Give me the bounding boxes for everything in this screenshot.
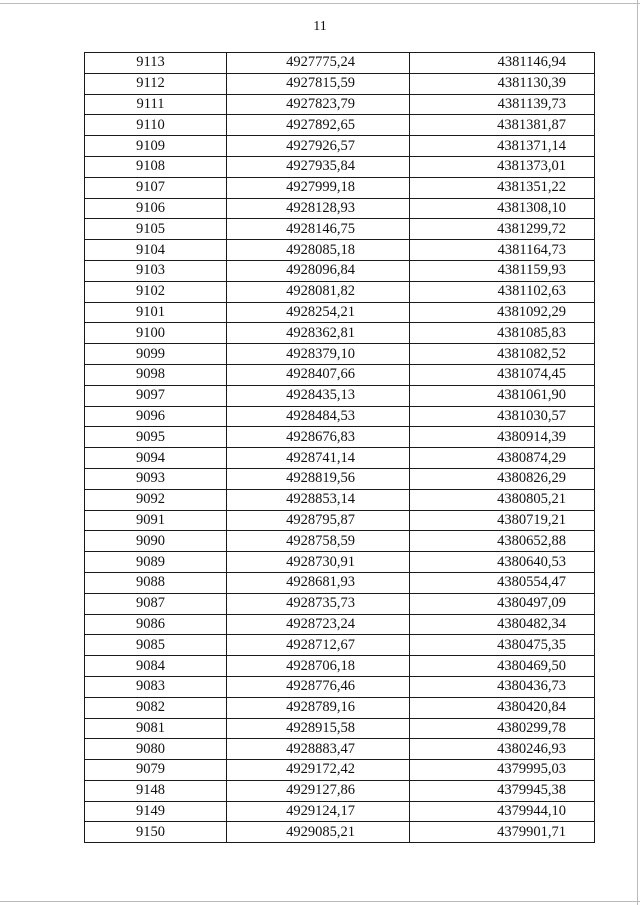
point-number-cell: 9102 xyxy=(85,281,227,302)
x-coordinate-cell: 4929172,42 xyxy=(227,760,410,781)
table-row xyxy=(85,697,595,718)
y-coordinate-cell: 4381164,73 xyxy=(410,240,595,261)
point-number-cell: 9101 xyxy=(85,302,227,323)
table-row xyxy=(85,656,595,677)
y-coordinate-cell: 4380497,09 xyxy=(410,593,595,614)
point-number-cell: 9149 xyxy=(85,801,227,822)
y-coordinate-cell: 4381082,52 xyxy=(410,344,595,365)
y-coordinate-cell: 4381159,93 xyxy=(410,260,595,281)
table-row xyxy=(85,177,595,198)
y-coordinate-cell: 4381351,22 xyxy=(410,177,595,198)
table-row xyxy=(85,406,595,427)
coordinates-table-body xyxy=(85,53,595,843)
table-row xyxy=(85,531,595,552)
y-coordinate-cell: 4380246,93 xyxy=(410,739,595,760)
y-coordinate-cell: 4381139,73 xyxy=(410,94,595,115)
x-coordinate-cell: 4928741,14 xyxy=(227,448,410,469)
table-row xyxy=(85,198,595,219)
x-coordinate-cell: 4929085,21 xyxy=(227,822,410,843)
x-coordinate-cell: 4928081,82 xyxy=(227,281,410,302)
table-row xyxy=(85,822,595,843)
point-number-cell: 9108 xyxy=(85,156,227,177)
x-coordinate-cell: 4927775,24 xyxy=(227,53,410,74)
y-coordinate-cell: 4380420,84 xyxy=(410,697,595,718)
y-coordinate-cell: 4381381,87 xyxy=(410,115,595,136)
x-coordinate-cell: 4927823,79 xyxy=(227,94,410,115)
y-coordinate-cell: 4380874,29 xyxy=(410,448,595,469)
table-row xyxy=(85,302,595,323)
y-coordinate-cell: 4380469,50 xyxy=(410,656,595,677)
table-row xyxy=(85,614,595,635)
y-coordinate-cell: 4380914,39 xyxy=(410,427,595,448)
x-coordinate-cell: 4928758,59 xyxy=(227,531,410,552)
x-coordinate-cell: 4928407,66 xyxy=(227,364,410,385)
x-coordinate-cell: 4928254,21 xyxy=(227,302,410,323)
y-coordinate-cell: 4380299,78 xyxy=(410,718,595,739)
table-row xyxy=(85,489,595,510)
point-number-cell: 9113 xyxy=(85,53,227,74)
y-coordinate-cell: 4381299,72 xyxy=(410,219,595,240)
table-row xyxy=(85,156,595,177)
x-coordinate-cell: 4928128,93 xyxy=(227,198,410,219)
y-coordinate-cell: 4380805,21 xyxy=(410,489,595,510)
x-coordinate-cell: 4928819,56 xyxy=(227,468,410,489)
x-coordinate-cell: 4928730,91 xyxy=(227,552,410,573)
y-coordinate-cell: 4381373,01 xyxy=(410,156,595,177)
table-row xyxy=(85,718,595,739)
y-coordinate-cell: 4381085,83 xyxy=(410,323,595,344)
x-coordinate-cell: 4928776,46 xyxy=(227,676,410,697)
point-number-cell: 9090 xyxy=(85,531,227,552)
point-number-cell: 9081 xyxy=(85,718,227,739)
x-coordinate-cell: 4928676,83 xyxy=(227,427,410,448)
x-coordinate-cell: 4928883,47 xyxy=(227,739,410,760)
table-row xyxy=(85,801,595,822)
table-row xyxy=(85,510,595,531)
x-coordinate-cell: 4928706,18 xyxy=(227,656,410,677)
x-coordinate-cell: 4927815,59 xyxy=(227,73,410,94)
x-coordinate-cell: 4929124,17 xyxy=(227,801,410,822)
y-coordinate-cell: 4381030,57 xyxy=(410,406,595,427)
y-coordinate-cell: 4380826,29 xyxy=(410,468,595,489)
table-row xyxy=(85,468,595,489)
page-number: 11 xyxy=(313,19,327,34)
table-row xyxy=(85,219,595,240)
table-row xyxy=(85,572,595,593)
point-number-cell: 9106 xyxy=(85,198,227,219)
point-number-cell: 9082 xyxy=(85,697,227,718)
y-coordinate-cell: 4380482,34 xyxy=(410,614,595,635)
x-coordinate-cell: 4928795,87 xyxy=(227,510,410,531)
x-coordinate-cell: 4928096,84 xyxy=(227,260,410,281)
y-coordinate-cell: 4381074,45 xyxy=(410,364,595,385)
table-row xyxy=(85,635,595,656)
table-row xyxy=(85,364,595,385)
x-coordinate-cell: 4928435,13 xyxy=(227,385,410,406)
point-number-cell: 9089 xyxy=(85,552,227,573)
y-coordinate-cell: 4380652,88 xyxy=(410,531,595,552)
x-coordinate-cell: 4929127,86 xyxy=(227,780,410,801)
table-row xyxy=(85,739,595,760)
table-row xyxy=(85,323,595,344)
coordinates-table xyxy=(84,52,595,843)
table-row xyxy=(85,448,595,469)
table-row xyxy=(85,427,595,448)
y-coordinate-cell: 4381092,29 xyxy=(410,302,595,323)
point-number-cell: 9092 xyxy=(85,489,227,510)
x-coordinate-cell: 4928085,18 xyxy=(227,240,410,261)
table-row xyxy=(85,260,595,281)
x-coordinate-cell: 4928362,81 xyxy=(227,323,410,344)
table-row xyxy=(85,115,595,136)
x-coordinate-cell: 4928789,16 xyxy=(227,697,410,718)
point-number-cell: 9112 xyxy=(85,73,227,94)
y-coordinate-cell: 4380436,73 xyxy=(410,676,595,697)
table-row xyxy=(85,676,595,697)
point-number-cell: 9103 xyxy=(85,260,227,281)
x-coordinate-cell: 4928379,10 xyxy=(227,344,410,365)
point-number-cell: 9099 xyxy=(85,344,227,365)
point-number-cell: 9107 xyxy=(85,177,227,198)
x-coordinate-cell: 4928712,67 xyxy=(227,635,410,656)
point-number-cell: 9084 xyxy=(85,656,227,677)
scan-border-right xyxy=(637,0,638,905)
x-coordinate-cell: 4927935,84 xyxy=(227,156,410,177)
y-coordinate-cell: 4381102,63 xyxy=(410,281,595,302)
y-coordinate-cell: 4380640,53 xyxy=(410,552,595,573)
table-row xyxy=(85,780,595,801)
x-coordinate-cell: 4928723,24 xyxy=(227,614,410,635)
y-coordinate-cell: 4379995,03 xyxy=(410,760,595,781)
point-number-cell: 9105 xyxy=(85,219,227,240)
table-row xyxy=(85,760,595,781)
y-coordinate-cell: 4381061,90 xyxy=(410,385,595,406)
y-coordinate-cell: 4381371,14 xyxy=(410,136,595,157)
point-number-cell: 9094 xyxy=(85,448,227,469)
point-number-cell: 9100 xyxy=(85,323,227,344)
table-row xyxy=(85,281,595,302)
point-number-cell: 9088 xyxy=(85,572,227,593)
point-number-cell: 9087 xyxy=(85,593,227,614)
y-coordinate-cell: 4379901,71 xyxy=(410,822,595,843)
x-coordinate-cell: 4927926,57 xyxy=(227,136,410,157)
table-row xyxy=(85,240,595,261)
scan-border-bottom xyxy=(0,901,640,902)
y-coordinate-cell: 4381130,39 xyxy=(410,73,595,94)
table-row xyxy=(85,552,595,573)
x-coordinate-cell: 4928146,75 xyxy=(227,219,410,240)
point-number-cell: 9109 xyxy=(85,136,227,157)
x-coordinate-cell: 4928915,58 xyxy=(227,718,410,739)
table-row xyxy=(85,385,595,406)
point-number-cell: 9093 xyxy=(85,468,227,489)
x-coordinate-cell: 4927892,65 xyxy=(227,115,410,136)
point-number-cell: 9096 xyxy=(85,406,227,427)
y-coordinate-cell: 4379945,38 xyxy=(410,780,595,801)
y-coordinate-cell: 4381308,10 xyxy=(410,198,595,219)
point-number-cell: 9085 xyxy=(85,635,227,656)
point-number-cell: 9091 xyxy=(85,510,227,531)
point-number-cell: 9083 xyxy=(85,676,227,697)
point-number-cell: 9098 xyxy=(85,364,227,385)
point-number-cell: 9104 xyxy=(85,240,227,261)
x-coordinate-cell: 4928484,53 xyxy=(227,406,410,427)
point-number-cell: 9111 xyxy=(85,94,227,115)
y-coordinate-cell: 4379944,10 xyxy=(410,801,595,822)
table-row xyxy=(85,593,595,614)
point-number-cell: 9148 xyxy=(85,780,227,801)
y-coordinate-cell: 4380719,21 xyxy=(410,510,595,531)
point-number-cell: 9095 xyxy=(85,427,227,448)
scan-border-top xyxy=(0,3,640,4)
table-row xyxy=(85,73,595,94)
point-number-cell: 9079 xyxy=(85,760,227,781)
table-row xyxy=(85,94,595,115)
y-coordinate-cell: 4380554,47 xyxy=(410,572,595,593)
table-row xyxy=(85,344,595,365)
point-number-cell: 9097 xyxy=(85,385,227,406)
y-coordinate-cell: 4380475,35 xyxy=(410,635,595,656)
point-number-cell: 9150 xyxy=(85,822,227,843)
x-coordinate-cell: 4927999,18 xyxy=(227,177,410,198)
y-coordinate-cell: 4381146,94 xyxy=(410,53,595,74)
table-row xyxy=(85,136,595,157)
x-coordinate-cell: 4928735,73 xyxy=(227,593,410,614)
point-number-cell: 9086 xyxy=(85,614,227,635)
point-number-cell: 9080 xyxy=(85,739,227,760)
x-coordinate-cell: 4928681,93 xyxy=(227,572,410,593)
point-number-cell: 9110 xyxy=(85,115,227,136)
table-row xyxy=(85,53,595,74)
x-coordinate-cell: 4928853,14 xyxy=(227,489,410,510)
